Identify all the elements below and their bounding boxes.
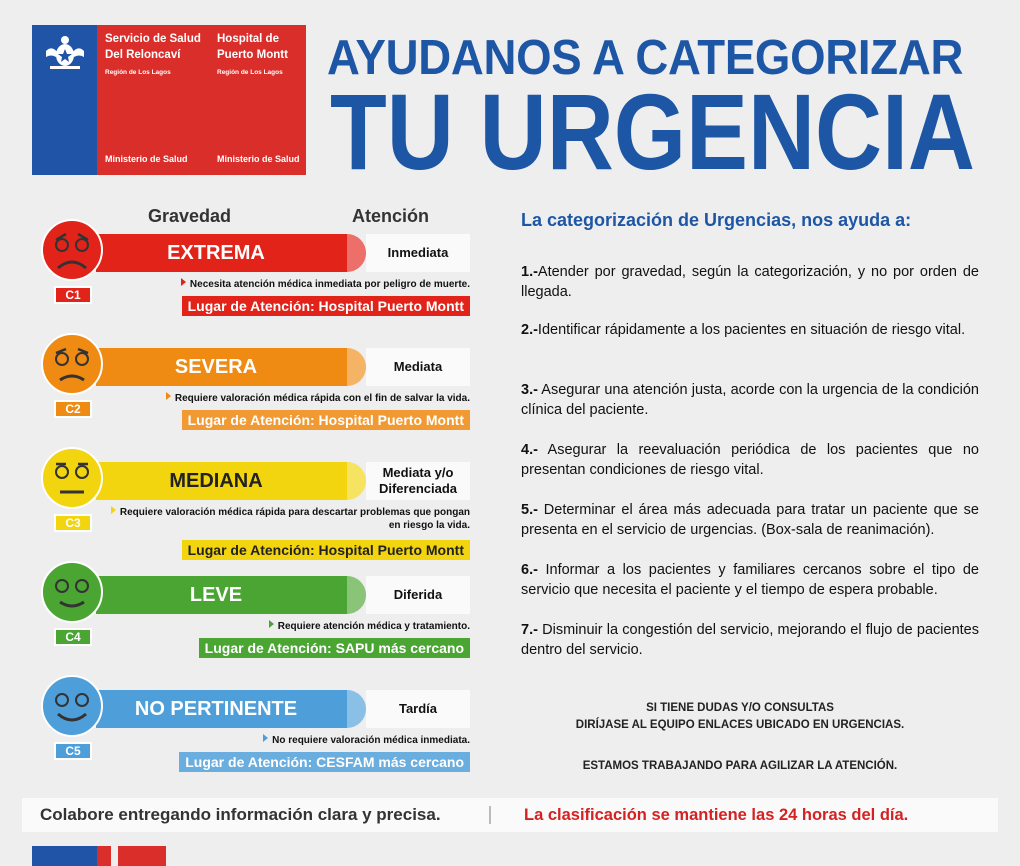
flag-stripe <box>32 25 97 175</box>
point-item <box>521 380 979 420</box>
location-badge: Lugar de Atención: CESFAM más cercano <box>179 752 470 772</box>
column-header-gravedad: Gravedad <box>148 206 232 226</box>
footer-right-text: La clasificación se mantiene las 24 horas del día. <box>524 805 909 824</box>
point-text: Informar a los pacientes y familiares cercanos sobre el tipo de servicio que necesita el paciente y el tiempo de espera probable. <box>521 562 979 598</box>
category-description <box>130 620 470 633</box>
bar-cap <box>347 462 366 500</box>
location-badge: Lugar de Atención: Hospital Puerto Montt <box>182 296 470 316</box>
category-description <box>130 278 470 291</box>
severity-bar <box>96 576 366 614</box>
location-badge: Lugar de Atención: Hospital Puerto Montt <box>182 540 470 560</box>
severity-bar <box>96 234 366 272</box>
point-text: Determinar el área más adecuada para tratar un paciente que se presenta en el servicio de urgencias. (Box-sala de reanimación). <box>521 502 979 538</box>
happy-face-icon <box>40 674 104 738</box>
severity-bar <box>96 462 366 500</box>
location-badge: Lugar de Atención: SAPU más cercano <box>199 638 470 658</box>
footer-divider <box>489 806 491 824</box>
severity-label: MEDIANA <box>169 470 263 492</box>
point-text: Atender por gravedad, según la categorización, y no por orden de llegada. <box>521 264 979 300</box>
logo-ministry: Ministerio de Salud <box>217 154 300 164</box>
category-c2 <box>40 332 480 442</box>
attention-label: Inmediata <box>366 234 470 272</box>
location-badge: Lugar de Atención: Hospital Puerto Montt <box>182 410 470 430</box>
attention-label <box>366 462 470 500</box>
attention-label: Diferida <box>366 576 470 614</box>
attention-label: Tardía <box>366 690 470 728</box>
bar-cap <box>347 576 366 614</box>
category-code: C1 <box>54 286 92 304</box>
point-text: Asegurar una atención justa, acorde con la urgencia de la condición clínica del paciente. <box>521 382 979 418</box>
severity-bar <box>96 348 366 386</box>
arrow-icon <box>269 620 274 628</box>
note-line2: DIRÍJASE AL EQUIPO ENLACES UBICADO EN URGENCIAS. <box>575 719 905 731</box>
point-text: Asegurar la reevaluación periódica de los pacientes que no presentan condiciones de riesgo vital. <box>521 442 979 478</box>
footer-left-text: Colabore entregando información clara y precisa. <box>40 805 441 824</box>
category-c5 <box>40 674 480 784</box>
logo-ministry: Ministerio de Salud <box>105 154 188 164</box>
category-description <box>130 392 470 405</box>
footer-bar <box>22 798 998 832</box>
severity-label: SEVERA <box>174 356 258 378</box>
severity-label: NO PERTINENTE <box>134 698 298 720</box>
bottom-flag-red <box>97 846 111 866</box>
point-number: 3.- <box>521 382 538 398</box>
bottom-flag-blue <box>32 846 97 866</box>
neutral-face-icon <box>40 446 104 510</box>
logo-name: Hospital de Puerto Montt <box>217 33 288 61</box>
bar-cap <box>347 690 366 728</box>
arrow-icon <box>166 392 171 400</box>
severity-bar <box>96 690 366 728</box>
logo-panel <box>97 25 227 175</box>
bottom-logo-red <box>118 846 166 866</box>
point-item <box>521 620 979 660</box>
very-sad-face-icon <box>40 218 104 282</box>
logo-region: Región de Los Lagos <box>217 69 283 76</box>
description-text: No requiere valoración médica inmediata. <box>272 735 470 746</box>
point-number: 1.- <box>521 264 538 280</box>
sad-face-icon <box>40 332 104 396</box>
category-description <box>130 734 470 747</box>
severity-label: LEVE <box>189 584 243 606</box>
description-text: Requiere atención médica y tratamiento. <box>277 621 470 632</box>
point-number: 4.- <box>521 442 538 458</box>
category-c4 <box>40 560 480 670</box>
description-text: Requiere valoración médica rápida para descartar problemas que pongan en riesgo la vida. <box>119 507 470 531</box>
category-code: C5 <box>54 742 92 760</box>
point-item <box>521 500 979 540</box>
arrow-icon <box>263 734 268 742</box>
point-item <box>521 262 979 302</box>
logo-panel <box>209 25 306 175</box>
coat-of-arms-icon <box>32 25 97 175</box>
category-description <box>110 506 470 532</box>
category-c3 <box>40 446 480 556</box>
arrow-icon <box>181 278 186 286</box>
severity-label: EXTREMA <box>167 242 265 264</box>
logo-hospital <box>209 25 306 175</box>
title-line1: AYUDANOS A CATEGORIZAR <box>327 31 964 85</box>
point-number: 2.- <box>521 322 538 338</box>
logo-name: Servicio de Salud Del Reloncaví <box>105 33 201 61</box>
right-heading: La categorización de Urgencias, nos ayuda a: <box>521 210 912 230</box>
point-item <box>521 560 979 600</box>
attention-text: Mediata y/o Diferenciada <box>378 465 458 496</box>
attention-label: Mediata <box>366 348 470 386</box>
point-number: 7.- <box>521 622 538 638</box>
logo-servicio-salud <box>32 25 227 175</box>
category-code: C3 <box>54 514 92 532</box>
note-line3: ESTAMOS TRABAJANDO PARA AGILIZAR LA ATENCIÓN. <box>582 760 898 772</box>
smile-face-icon <box>40 560 104 624</box>
bar-cap <box>347 348 366 386</box>
description-text: Necesita atención médica inmediata por peligro de muerte. <box>189 279 470 290</box>
column-header-atencion: Atención <box>352 206 430 226</box>
category-code: C4 <box>54 628 92 646</box>
logo-region: Región de Los Lagos <box>105 69 171 76</box>
point-number: 5.- <box>521 502 538 518</box>
category-code: C2 <box>54 400 92 418</box>
point-item <box>521 440 979 480</box>
category-c1 <box>40 218 480 328</box>
point-text: Identificar rápidamente a los pacientes en situación de riesgo vital. <box>537 322 966 338</box>
title-line2: TU URGENCIA <box>330 71 975 192</box>
arrow-icon <box>111 506 116 514</box>
point-text: Disminuir la congestión del servicio, mejorando el flujo de pacientes dentro del servicio. <box>521 622 979 658</box>
point-number: 6.- <box>521 562 538 578</box>
point-item <box>521 320 979 340</box>
description-text: Requiere valoración médica rápida con el fin de salvar la vida. <box>174 393 470 404</box>
note-line1: SI TIENE DUDAS Y/O CONSULTAS <box>646 702 834 714</box>
bar-cap <box>347 234 366 272</box>
